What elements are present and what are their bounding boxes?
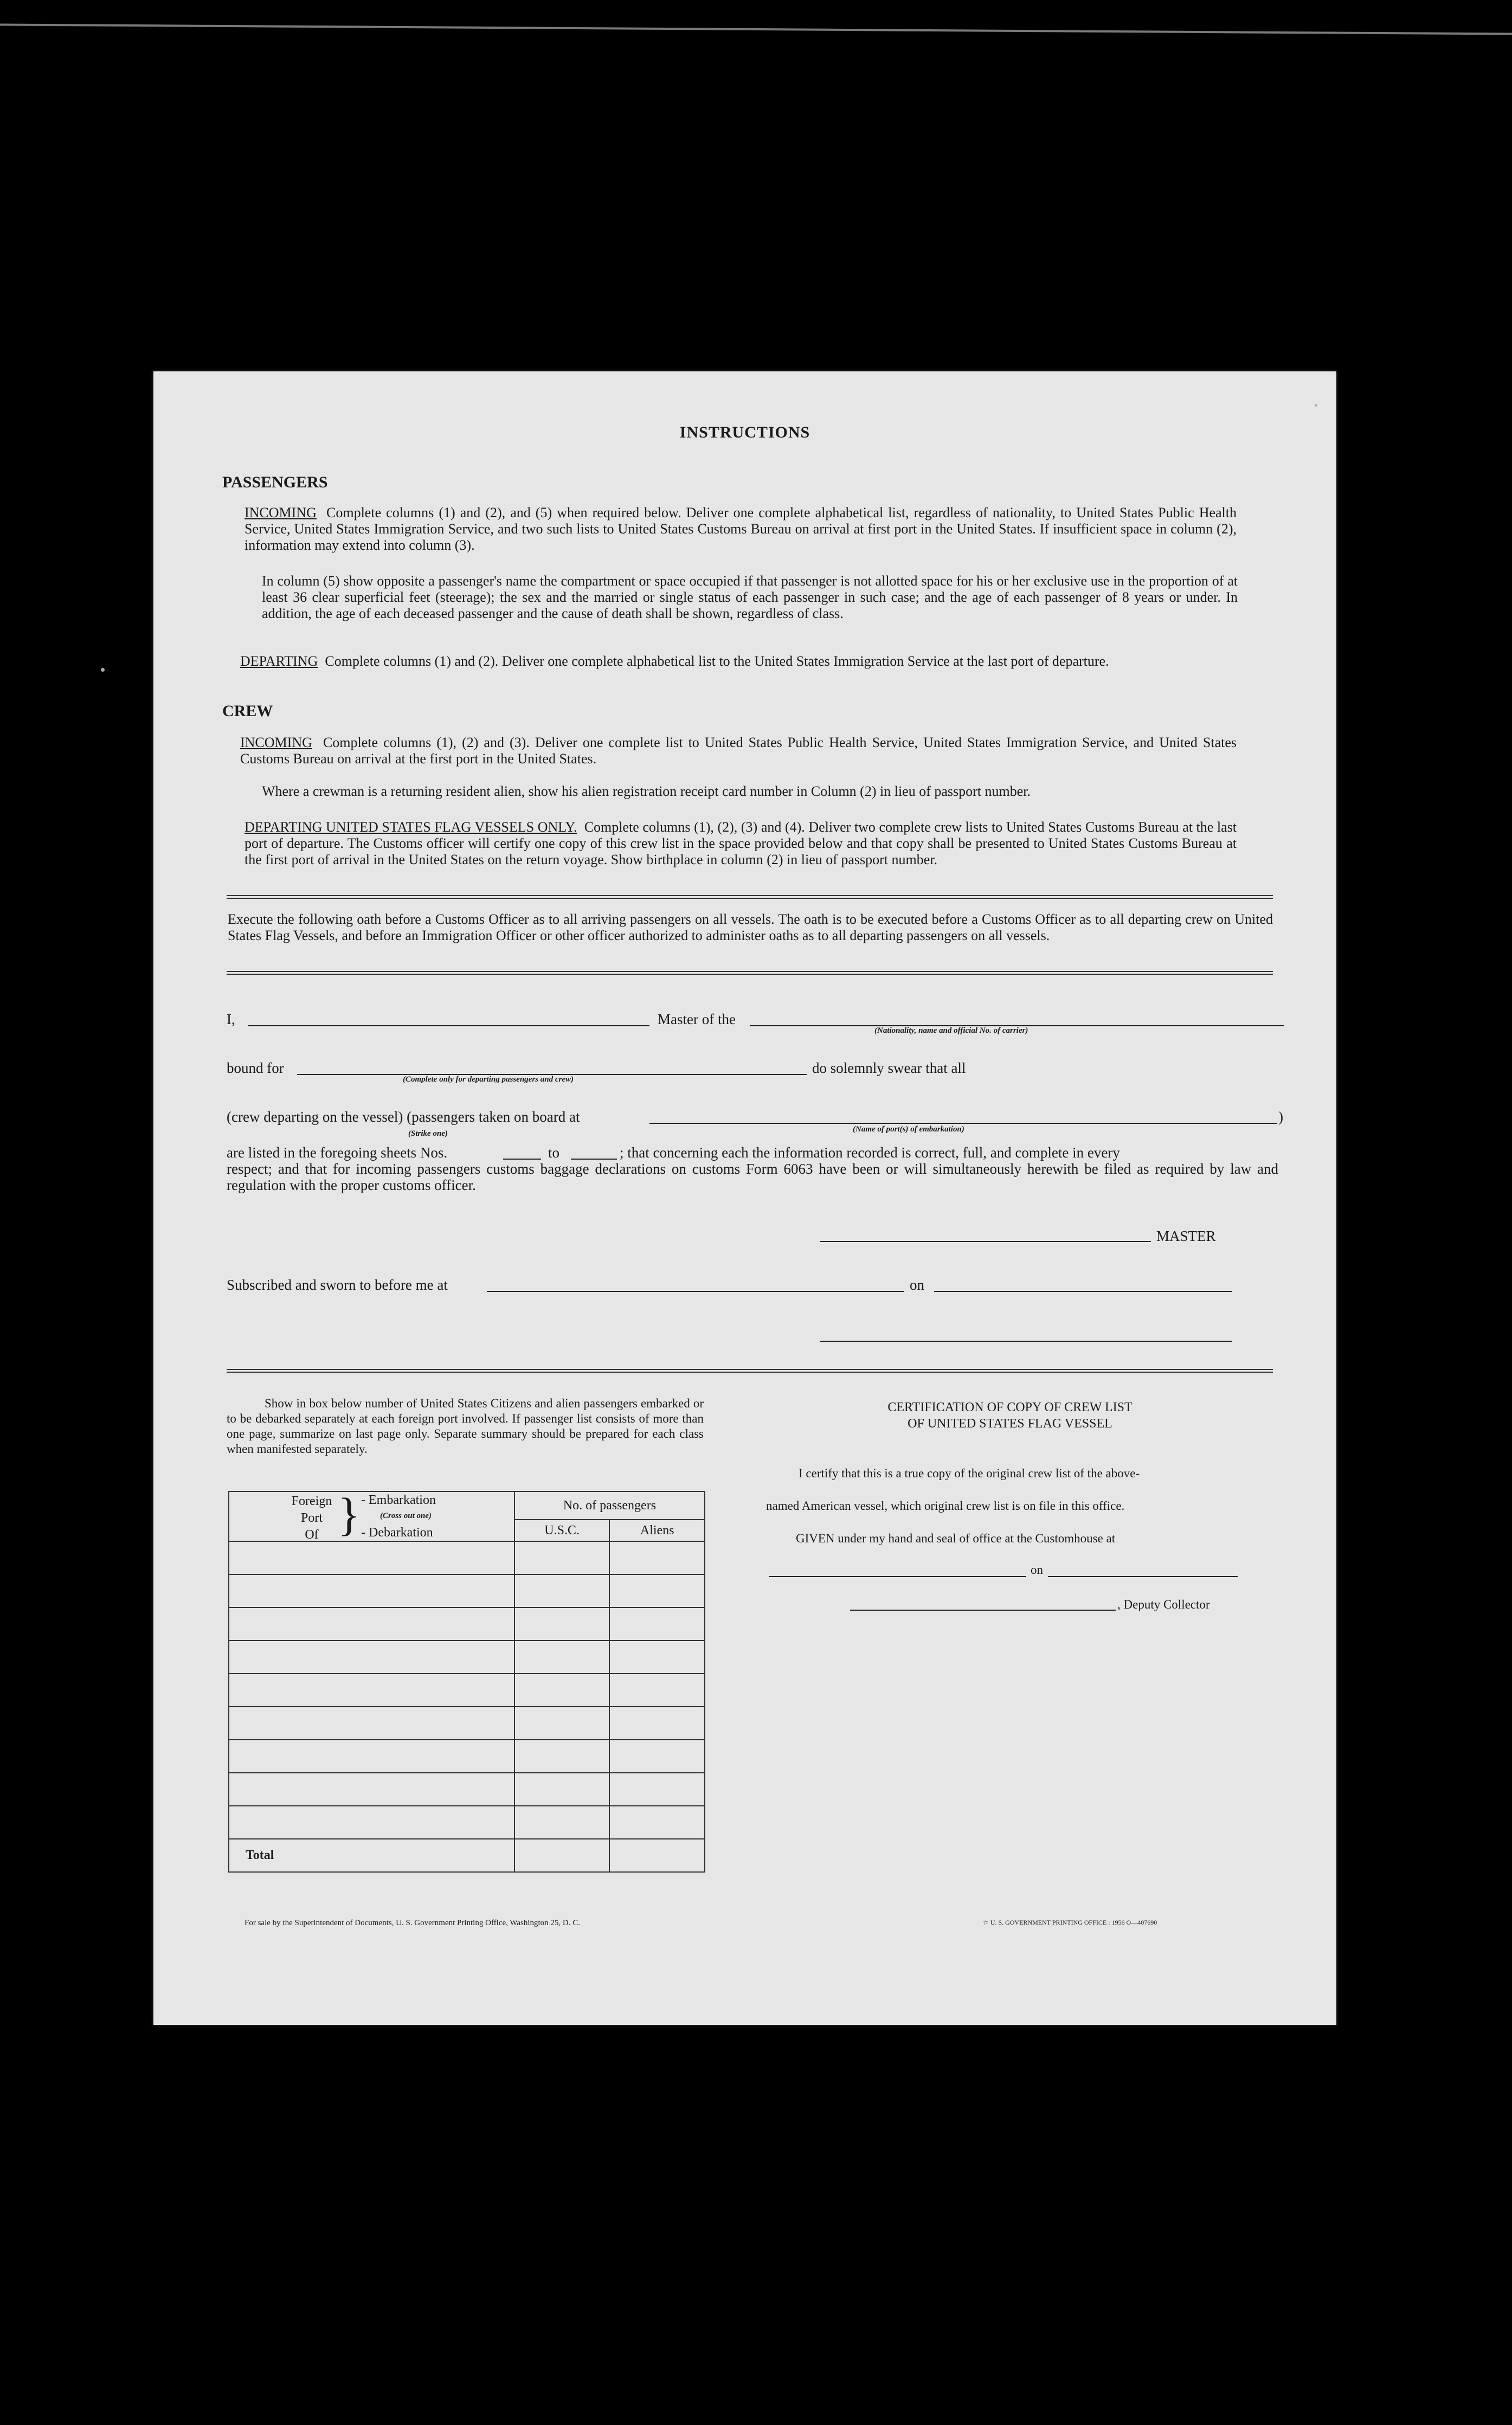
carrier-hint: (Nationality, name and official No. of carrier) bbox=[874, 1026, 1028, 1035]
usc-cell[interactable] bbox=[514, 1641, 610, 1674]
sheet-to-field[interactable] bbox=[571, 1159, 617, 1160]
passengers-departing-paragraph bbox=[240, 653, 1237, 670]
strike-one-hint: (Strike one) bbox=[408, 1129, 448, 1138]
divider-rule bbox=[227, 971, 1273, 975]
film-speck bbox=[1315, 404, 1317, 407]
film-speck bbox=[101, 668, 105, 672]
certification-on-label: on bbox=[1031, 1563, 1043, 1577]
port-cell[interactable] bbox=[229, 1574, 514, 1607]
usc-cell[interactable] bbox=[514, 1574, 610, 1607]
foreign-label: Foreign bbox=[291, 1494, 332, 1508]
usc-cell[interactable] bbox=[514, 1607, 610, 1641]
deputy-signature-field[interactable] bbox=[850, 1610, 1116, 1611]
usc-header: U.S.C. bbox=[514, 1520, 610, 1541]
total-label: Total bbox=[229, 1839, 514, 1872]
crew-incoming-label: INCOMING bbox=[240, 735, 312, 750]
usc-cell[interactable] bbox=[514, 1674, 610, 1707]
aliens-cell[interactable] bbox=[609, 1641, 705, 1674]
certification-title-line2: OF UNITED STATES FLAG VESSEL bbox=[908, 1417, 1112, 1431]
usc-cell[interactable] bbox=[514, 1707, 610, 1740]
table-row bbox=[229, 1806, 705, 1839]
sheet-from-field[interactable] bbox=[503, 1159, 541, 1160]
incoming-label: INCOMING bbox=[245, 505, 317, 520]
swear-text: do solemnly swear that all bbox=[812, 1060, 966, 1076]
form-page bbox=[153, 371, 1336, 2025]
total-row bbox=[229, 1839, 705, 1872]
port-cell[interactable] bbox=[229, 1607, 514, 1641]
usc-cell[interactable] bbox=[514, 1541, 610, 1574]
incoming-text: Complete columns (1) and (2), and (5) when required below. Deliver one complete alphabetical list, regardless of nationality, to United States Public Health Service, United States Immigration Service, and two such lists to United States Customs Bureau on arrival at first port in the United States. If insufficient space in column (2), information may extend into column (3). bbox=[245, 505, 1237, 553]
port-cell[interactable] bbox=[229, 1707, 514, 1740]
certification-title-line1: CERTIFICATION OF COPY OF CREW LIST bbox=[887, 1400, 1133, 1414]
brace-icon: } bbox=[338, 1488, 361, 1540]
no-passengers-header: No. of passengers bbox=[514, 1491, 705, 1520]
crewman-paragraph: Where a crewman is a returning resident alien, show his alien registration receipt card number in Column (2) in lieu of passport number. bbox=[262, 783, 1031, 799]
port-cell[interactable] bbox=[229, 1641, 514, 1674]
master-of-label: Master of the bbox=[658, 1011, 736, 1027]
sworn-place-field[interactable] bbox=[487, 1291, 904, 1292]
port-cell[interactable] bbox=[229, 1773, 514, 1806]
of-label: Of bbox=[305, 1528, 319, 1542]
table-row bbox=[229, 1674, 705, 1707]
divider-rule bbox=[227, 895, 1273, 899]
summary-note: Show in box below number of United States Citizens and alien passengers embarked or to be debarked separately at each foreign port involved. If passenger list consists of more than one page, summarize on last page only. Separate summary should be prepared for each class when manifested separately. bbox=[227, 1397, 704, 1456]
master-signature-field[interactable] bbox=[820, 1241, 1151, 1242]
aliens-total-cell[interactable] bbox=[609, 1839, 705, 1872]
certify-line2: named American vessel, which original crew list is on file in this office. bbox=[766, 1499, 1125, 1513]
aliens-cell[interactable] bbox=[609, 1574, 705, 1607]
passenger-summary-table bbox=[228, 1488, 705, 1873]
divider-rule bbox=[227, 1369, 1273, 1373]
listed-label: are listed in the foregoing sheets Nos. bbox=[227, 1144, 448, 1161]
usc-cell[interactable] bbox=[514, 1806, 610, 1839]
close-paren: ) bbox=[1278, 1109, 1283, 1125]
crew-incoming-paragraph bbox=[240, 735, 1237, 767]
subscribed-label: Subscribed and sworn to before me at bbox=[227, 1277, 448, 1293]
officer-signature-field[interactable] bbox=[820, 1341, 1232, 1342]
sworn-on-label: on bbox=[910, 1277, 924, 1293]
table-row bbox=[229, 1773, 705, 1806]
deputy-collector-label: , Deputy Collector bbox=[1117, 1598, 1210, 1611]
departing-text: Complete columns (1) and (2). Deliver one complete alphabetical list to the United States Immigration Service at the last port of departure. bbox=[325, 653, 1109, 669]
port-label: Port bbox=[300, 1511, 323, 1525]
customhouse-field[interactable] bbox=[769, 1576, 1026, 1577]
master-label: MASTER bbox=[1156, 1228, 1216, 1244]
listed-rest-text: ; that concerning each the information recorded is correct, full, and complete in every bbox=[620, 1144, 1120, 1161]
table-row bbox=[229, 1541, 705, 1574]
aliens-header: Aliens bbox=[609, 1520, 705, 1541]
table-row bbox=[229, 1574, 705, 1607]
debarkation-label: - Debarkation bbox=[361, 1526, 433, 1540]
aliens-cell[interactable] bbox=[609, 1707, 705, 1740]
departing-flag-paragraph bbox=[245, 819, 1237, 868]
departing-flag-text: Complete columns (1), (2), (3) and (4). Deliver two complete crew lists to United States Customs Bureau at the last port of departure. The Customs officer will certify one copy of this crew list in the space provided below and that copy shall be presented to United States Customs Bureau at the first port of arrival in the United States on the return voyage. Show birthplace in column (2) in lieu of passport number. bbox=[245, 819, 1237, 867]
departing-label: DEPARTING bbox=[240, 653, 318, 669]
passengers-incoming-paragraph bbox=[245, 505, 1237, 554]
table-row bbox=[229, 1740, 705, 1773]
crew-departing-text: (crew departing on the vessel) (passengers taken on board at bbox=[227, 1109, 580, 1125]
table-row bbox=[229, 1707, 705, 1740]
oath-i-label: I, bbox=[227, 1011, 235, 1027]
aliens-cell[interactable] bbox=[609, 1740, 705, 1773]
master-name-field[interactable] bbox=[248, 1025, 649, 1026]
table-row bbox=[229, 1641, 705, 1674]
sworn-date-field[interactable] bbox=[934, 1291, 1232, 1292]
table-row bbox=[229, 1607, 705, 1641]
oath-instruction-paragraph: Execute the following oath before a Customs Officer as to all arriving passengers on all vessels. The oath is to be executed before a Customs Officer as to all departing crew on United States Flag Vessels, and before an Immigration Officer or other officer authorized to administer oaths as to all departing passengers on all vessels. bbox=[228, 911, 1273, 943]
crew-incoming-text: Complete columns (1), (2) and (3). Deliver one complete list to United States Public Health Service, United States Immigration Service, and United States Customs Bureau on arrival at the first port in the United States. bbox=[240, 735, 1237, 767]
ports-hint: (Name of port(s) of embarkation) bbox=[853, 1125, 964, 1134]
instructions-title: INSTRUCTIONS bbox=[679, 423, 810, 441]
usc-total-cell[interactable] bbox=[514, 1839, 610, 1872]
port-cell[interactable] bbox=[229, 1674, 514, 1707]
embarkation-label: - Embarkation bbox=[361, 1493, 436, 1507]
table-header-row bbox=[229, 1491, 705, 1520]
aliens-cell[interactable] bbox=[609, 1541, 705, 1574]
certification-date-field[interactable] bbox=[1048, 1576, 1238, 1577]
film-edge-line bbox=[0, 23, 1512, 35]
usc-cell[interactable] bbox=[514, 1773, 610, 1806]
port-cell[interactable] bbox=[229, 1740, 514, 1773]
footer-printing-office: ☆ U. S. GOVERNMENT PRINTING OFFICE : 1956 O—407690 bbox=[983, 1919, 1157, 1926]
port-cell[interactable] bbox=[229, 1541, 514, 1574]
footer-sale-note: For sale by the Superintendent of Documents, U. S. Government Printing Office, Washington 25, D. C. bbox=[245, 1919, 580, 1927]
certify-line1: I certify that this is a true copy of the original crew list of the above- bbox=[799, 1466, 1140, 1480]
certification-title bbox=[782, 1399, 1238, 1432]
bound-for-label: bound for bbox=[227, 1060, 284, 1076]
aliens-cell[interactable] bbox=[609, 1607, 705, 1641]
bound-for-hint: (Complete only for departing passengers and crew) bbox=[403, 1075, 574, 1084]
to-label: to bbox=[548, 1144, 560, 1161]
port-header-cell bbox=[229, 1488, 514, 1542]
aliens-cell[interactable] bbox=[609, 1773, 705, 1806]
passengers-heading: PASSENGERS bbox=[222, 473, 328, 491]
given-line: GIVEN under my hand and seal of office at the Customhouse at bbox=[796, 1532, 1116, 1545]
cross-out-hint: (Cross out one) bbox=[380, 1511, 432, 1520]
port-cell[interactable] bbox=[229, 1806, 514, 1839]
aliens-cell[interactable] bbox=[609, 1674, 705, 1707]
departing-flag-label: DEPARTING UNITED STATES FLAG VESSELS ONLY. bbox=[245, 819, 577, 835]
usc-cell[interactable] bbox=[514, 1740, 610, 1773]
crew-heading: CREW bbox=[222, 702, 273, 720]
ports-field[interactable] bbox=[649, 1123, 1277, 1124]
aliens-cell[interactable] bbox=[609, 1806, 705, 1839]
column5-paragraph: In column (5) show opposite a passenger's name the compartment or space occupied if that passenger is not allotted space for his or her exclusive use in the proportion of at least 36 clear superficial feet (steerage); the sex and the married or single status of each passenger in such case; and the age of each passenger of 8 years or under. In addition, the age of each deceased passenger and the cause of death shall be shown, regardless of class. bbox=[262, 573, 1238, 621]
respect-text: respect; and that for incoming passengers customs baggage declarations on customs Form 6063 have been or will simultaneously herewith be filed as required by law and regulation with the proper customs officer. bbox=[227, 1161, 1278, 1193]
